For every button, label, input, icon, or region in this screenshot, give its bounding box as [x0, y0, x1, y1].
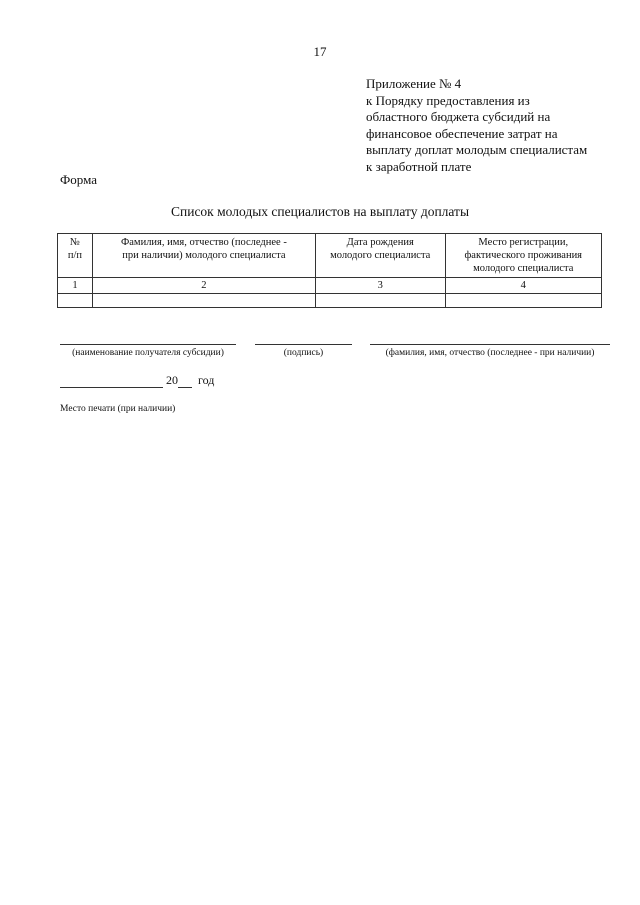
year-suffix: год [198, 373, 215, 387]
appendix-header [366, 76, 626, 175]
column-number: 2 [92, 278, 315, 294]
appendix-line: к заработной плате [366, 158, 472, 174]
year-blank [178, 376, 192, 388]
appendix-line: к Порядку предоставления из [366, 92, 530, 108]
column-number: 4 [445, 278, 601, 294]
appendix-line: областного бюджета субсидий на [366, 109, 551, 124]
appendix-line: Приложение № 4 [366, 76, 462, 91]
column-number: 1 [58, 278, 93, 294]
recipient-signature-line [60, 344, 236, 345]
table-cell [92, 294, 315, 308]
header-birth-date: Дата рождения молодого специалиста [315, 234, 445, 278]
year-prefix: 20 [166, 373, 178, 387]
date-blank [60, 376, 163, 388]
full-name-line [370, 344, 610, 345]
signature-line [255, 344, 352, 345]
form-label: Форма [60, 172, 97, 187]
table-header-row [58, 234, 602, 278]
header-residence: Место регистрации, фактического проживания молодого специалиста [445, 234, 601, 278]
document-title: Список молодых специалистов на выплату доплаты [170, 204, 470, 219]
header-number: № п/п [58, 234, 93, 278]
column-number: 3 [315, 278, 445, 294]
specialists-table [57, 233, 602, 308]
header-full-name: Фамилия, имя, отчество (последнее - при наличии) молодого специалиста [92, 234, 315, 278]
signature-caption: (подпись) [283, 348, 324, 358]
appendix-line: финансовое обеспечение затрат на [366, 125, 558, 141]
full-name-caption: (фамилия, имя, отчество (последнее - при наличии) [385, 348, 595, 358]
stamp-place: Место печати (при наличии) [60, 404, 176, 414]
page-number: 17 [313, 44, 327, 59]
table-cell [315, 294, 445, 308]
table-row [58, 294, 602, 308]
date-row [60, 373, 214, 388]
recipient-caption: (наименование получателя субсидии) [72, 348, 224, 358]
column-number-row [58, 278, 602, 294]
table-cell [58, 294, 93, 308]
table-cell [445, 294, 601, 308]
appendix-line: выплату доплат молодым специалистам [366, 142, 588, 157]
